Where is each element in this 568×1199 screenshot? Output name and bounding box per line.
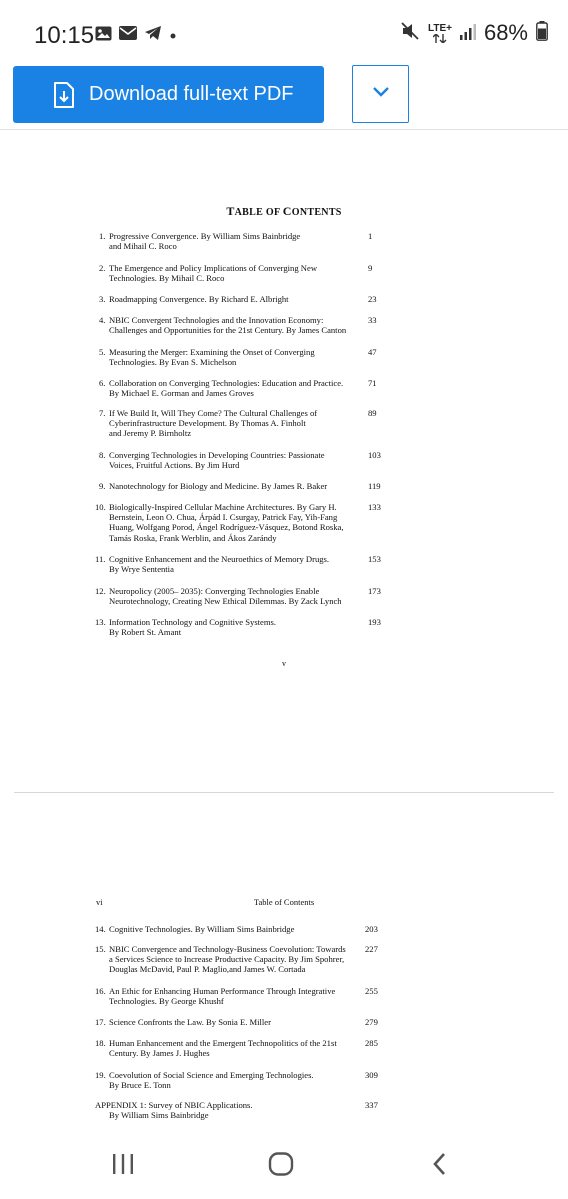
toc-entry-number: 8. (99, 450, 106, 460)
toc-entry-title (109, 986, 335, 1006)
recent-apps-icon (111, 1153, 135, 1180)
toc-entry-line: APPENDIX 1: Survey of NBIC Applications. (95, 1100, 253, 1110)
toc-entry-line: Cyberinfrastructure Development. By Thomas A. Finholt (109, 418, 306, 429)
toc-entry-line: Roadmapping Convergence. By Richard E. Albright (109, 294, 289, 304)
toc-entry-number: 6. (99, 378, 106, 388)
toolbar (0, 60, 568, 130)
toc-entry-line: By Robert St. Amant (109, 627, 182, 638)
toc-entry-page: 89 (368, 408, 377, 418)
back-button[interactable] (410, 1147, 470, 1185)
toc-entry-line: Progressive Convergence. By William Sims Bainbridge (109, 231, 301, 241)
toc-entry-title (109, 315, 346, 335)
toc-entry-number: 11. (95, 554, 106, 564)
pdf-page-1 (0, 131, 568, 791)
toc-entry-number: 5. (99, 347, 106, 357)
toc-entry-page: 227 (365, 944, 378, 954)
toc-entry-page: 33 (368, 315, 377, 325)
toc-entry (95, 315, 398, 335)
toc-entry-line: Technologies. By George Khushf (109, 996, 224, 1007)
toc-entry-title (109, 502, 344, 543)
toc-entry (95, 481, 398, 491)
toc-entry-number: 19. (95, 1070, 106, 1080)
toc-entry-number: 7. (99, 408, 106, 418)
toc-entry-line: Neurotechnology, Creating New Ethical Dilemmas. By Zack Lynch (109, 596, 342, 607)
toc-entry-line: Measuring the Merger: Examining the Onset of Converging (109, 347, 315, 357)
toc-entry-number: 15. (95, 944, 106, 954)
toc-entry-line: Technologies. By Evan S. Michelson (109, 357, 237, 368)
toc-entry (95, 617, 398, 637)
toc-entry-page: 279 (365, 1017, 378, 1027)
recent-apps-button[interactable] (93, 1147, 153, 1185)
mute-icon (400, 21, 420, 46)
toc-entry-line: By William Sims Bainbridge (109, 1110, 209, 1121)
toc-entry-page: 47 (368, 347, 377, 357)
toc-entry-title (109, 924, 294, 934)
toc-entry-line: Challenges and Opportunities for the 21st Century. By James Canton (109, 325, 347, 336)
navigation-bar (0, 1133, 568, 1199)
toc-entry (95, 986, 395, 1006)
toc-entry-title (109, 1070, 314, 1090)
toc-entry-line: By Bruce E. Tonn (109, 1080, 171, 1091)
toc-entry (95, 294, 398, 304)
file-download-icon (53, 82, 75, 108)
back-icon (432, 1152, 448, 1181)
toc-entry-number: 12. (95, 586, 106, 596)
toc-entry-line: and Mihail C. Roco (109, 241, 177, 252)
toc-entry-page: 119 (368, 481, 381, 491)
toc-entry-page: 337 (365, 1100, 378, 1110)
toc-entry-line: Coevolution of Social Science and Emerging Technologies. (109, 1070, 314, 1080)
toc-entry-page: 173 (368, 586, 381, 596)
toc-entry-line: By Michael E. Gorman and James Groves (109, 388, 254, 399)
toc-entry (95, 408, 398, 439)
toc-entry-page: 193 (368, 617, 381, 627)
toc-entry-number: 10. (95, 502, 106, 512)
lte-icon (428, 24, 452, 43)
toc-entry-number: 14. (95, 924, 106, 934)
toc-entry-page: 9 (368, 263, 373, 273)
toc-entry-title (109, 481, 327, 491)
telegram-icon (144, 25, 162, 46)
toc-entry-page: 309 (365, 1070, 378, 1080)
toc-entry-title (109, 347, 315, 367)
toc-entry (95, 502, 398, 543)
toc-entry-page: 133 (368, 502, 381, 512)
toc-entry-number: 16. (95, 986, 106, 996)
network-type: LTE+ (427, 22, 452, 34)
more-notifications-dot-icon (169, 27, 177, 45)
gallery-icon (95, 26, 112, 46)
toc-entry-page: 71 (368, 378, 377, 388)
chevron-down-icon (372, 85, 390, 103)
toc-entry-title (109, 1017, 271, 1027)
toc-entry-page: 1 (368, 231, 373, 241)
toc-entry-line: Voices, Fruitful Actions. By Jim Hurd (109, 460, 240, 471)
toc-entry-number: 18. (95, 1038, 106, 1048)
toc-entry-page: 153 (368, 554, 381, 564)
toc-entry-line: Cognitive Technologies. By William Sims Bainbridge (109, 924, 295, 934)
toc-entry-line: Information Technology and Cognitive Systems. (109, 617, 277, 627)
pdf-page-2 (0, 793, 568, 1133)
toc-entry-title (109, 1038, 337, 1058)
toc-entry-line: Tamás Roska, Frank Werblin, and Ákos Zarándy (109, 532, 277, 543)
toc-entry-line: NBIC Convergent Technologies and the Innovation Economy: (109, 315, 324, 325)
toc-entry-line: Douglas McDavid, Paul P. Maglio,and James W. Cortada (109, 964, 306, 975)
toc-entry-page: 285 (365, 1038, 378, 1048)
toc-entry-line: Neuropolicy (2005– 2035): Converging Technologies Enable (109, 586, 320, 596)
toc-entry-line: Human Enhancement and the Emergent Technopolitics of the 21st (109, 1038, 337, 1048)
toc-entry-page: 23 (368, 294, 377, 304)
toc-entry-title (109, 944, 346, 975)
toc-entry-line: Cognitive Enhancement and the Neuroethics of Memory Drugs. (109, 554, 330, 564)
toc-entry (95, 554, 398, 574)
mail-icon (119, 26, 137, 45)
toc-entry-line: Converging Technologies in Developing Countries: Passionate (109, 450, 325, 460)
toc-entry-number: 3. (99, 294, 106, 304)
toc-entry-page: 103 (368, 450, 381, 460)
home-button[interactable] (251, 1147, 311, 1185)
toc-entry (95, 1100, 395, 1120)
toc-entry-title (95, 1100, 253, 1120)
toc-entry-title (109, 231, 300, 251)
page-number-header: vi (96, 897, 103, 907)
toc-entry-line: NBIC Convergence and Technology-Business Coevolution: Towards (109, 944, 346, 954)
toc-entry-line: Huang, Wolfgang Porod, Ángel Rodríguez-Vásquez, Botond Roska, (109, 522, 344, 533)
toc-entry (95, 1038, 395, 1058)
toc-entry (95, 586, 398, 606)
toc-entry (95, 924, 395, 934)
toc-entry (95, 263, 398, 283)
toc-entry-line: a Services Science to Increase Productive Capacity. By Jim Spohrer, (109, 954, 345, 965)
toc-entry-line: The Emergence and Policy Implications of Converging New (109, 263, 318, 273)
battery-percent: 68% (483, 20, 528, 45)
running-head: Table of Contents (253, 897, 315, 907)
page-number-footer: v (282, 659, 286, 668)
toc-entry-number: 13. (95, 617, 106, 627)
toc-entry-line: Science Confronts the Law. By Sonia E. Miller (109, 1017, 271, 1027)
toc-entry-number: 4. (99, 315, 106, 325)
toc-entry-line: By Wrye Sententia (109, 564, 174, 575)
toc-entry-line: An Ethic for Enhancing Human Performance Through Integrative (109, 986, 336, 996)
toc-entry-number: 9. (99, 481, 106, 491)
toc-entry-line: Technologies. By Mihail C. Roco (109, 273, 225, 284)
home-icon (268, 1152, 294, 1181)
signal-icon (460, 22, 476, 45)
toc-entry-number: 17. (95, 1017, 106, 1027)
toc-entry-title (109, 378, 343, 398)
toc-entry-number: 1. (99, 231, 106, 241)
toc-entry-title (109, 263, 317, 283)
toc-entry-title (109, 554, 329, 574)
toc-entry-number: 2. (99, 263, 106, 273)
toc-entry (95, 1070, 395, 1090)
toc-entry (95, 450, 398, 470)
status-time: 10:15 (34, 22, 95, 49)
notification-icons (95, 25, 177, 46)
toc-entry (95, 231, 398, 251)
toc-entry-line: If We Build It, Will They Come? The Cultural Challenges of (109, 408, 318, 418)
toc-entry-line: Biologically-Inspired Cellular Machine Architectures. By Gary H. (109, 502, 337, 512)
download-pdf-button[interactable] (13, 66, 324, 123)
status-bar (0, 0, 568, 60)
toc-entry-line: Collaboration on Converging Technologies: Education and Practice. (109, 378, 344, 388)
toc-entry-line: and Jeremy P. Birnholtz (109, 428, 192, 439)
toc-entry-line: Bernstein, Leon O. Chua, Árpád I. Csurgay, Patrick Fay, Yih-Fang (109, 512, 338, 523)
toc-entry-title (109, 586, 342, 606)
download-button-label: Download full-text PDF (89, 83, 294, 105)
toc-entry (95, 347, 398, 367)
toc-title: TABLE OF CONTENTS (226, 204, 342, 218)
toc-entry-line: Nanotechnology for Biology and Medicine. By James R. Baker (109, 481, 328, 491)
toc-entry-title (109, 408, 317, 439)
system-icons (400, 20, 548, 46)
toc-entry (95, 378, 398, 398)
toc-entry-line: Century. By James J. Hughes (109, 1048, 210, 1059)
toc-entry-page: 203 (365, 924, 378, 934)
toc-entry (95, 1017, 395, 1027)
toc-entry-title (109, 450, 325, 470)
battery-icon (536, 21, 548, 46)
download-options-dropdown-button[interactable] (352, 65, 409, 123)
toc-entry (95, 944, 395, 975)
toc-entry-title (109, 617, 276, 637)
toc-entry-title (109, 294, 289, 304)
toc-entry-page: 255 (365, 986, 378, 996)
